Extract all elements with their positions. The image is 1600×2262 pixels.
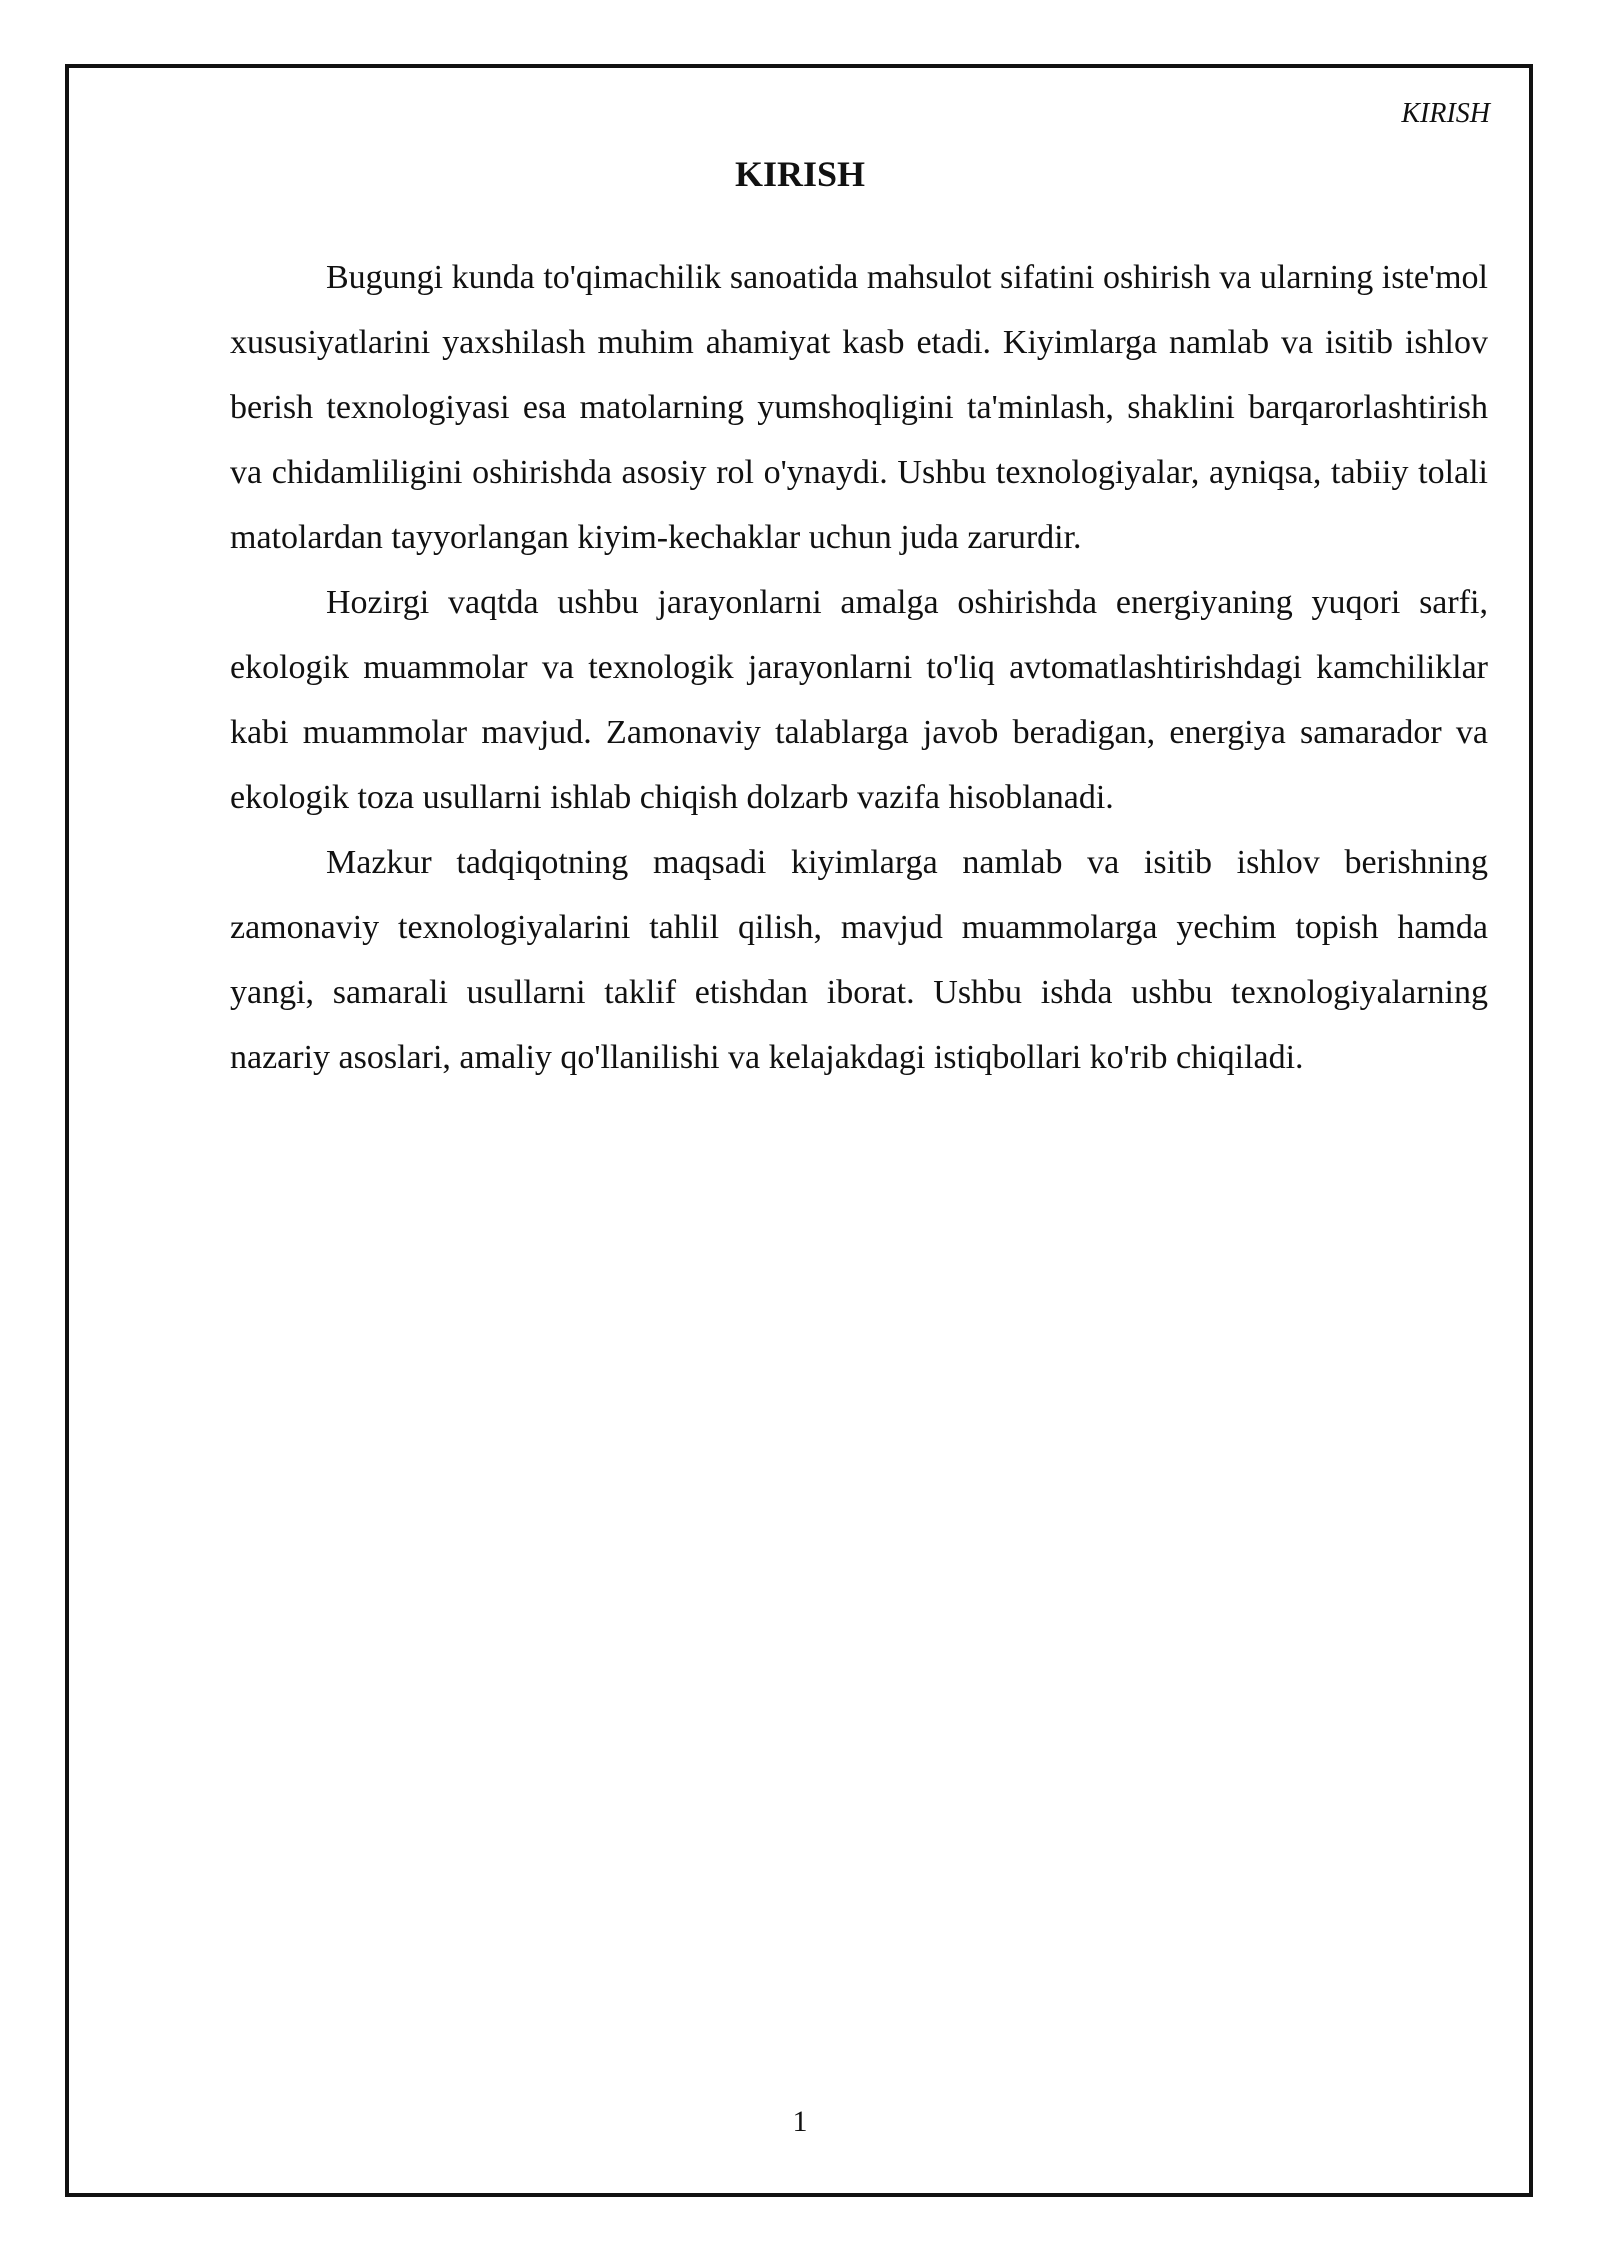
document-body xyxy=(230,245,1488,1090)
document-title: KIRISH xyxy=(734,154,866,194)
running-header: KIRISH xyxy=(1401,98,1490,129)
paragraph-1: Bugungi kunda to'qimachilik sanoatida mahsulot sifatini oshirish va ularning iste'mol xususiyatlarini yaxshilash muhim ahamiyat kasb etadi. Kiyimlarga namlab va isitib ishlov berish texnologiyasi esa matolarning yumshoqligini ta'minlash, shaklini barqarorlashtirish va chidamliligini oshirishda asosiy rol o'ynaydi. Ushbu texnologiyalar, ayniqsa, tabiiy tolali matolardan tayyorlangan kiyim-kechaklar uchun juda zarurdir. xyxy=(230,259,1488,556)
paragraph-2: Hozirgi vaqtda ushbu jarayonlarni amalga oshirishda energiyaning yuqori sarfi, ekologik muammolar va texnologik jarayonlarni to'liq avtomatlashtirishdagi kamchiliklar kabi muammolar mavjud. Zamonaviy talablarga javob beradigan, energiya samarador va ekologik toza usullarni ishlab chiqish dolzarb vazifa hisoblanadi. xyxy=(230,584,1488,816)
paragraph-3: Mazkur tadqiqotning maqsadi kiyimlarga namlab va isitib ishlov berishning zamonaviy texnologiyalarini tahlil qilish, mavjud muammolarga yechim topish hamda yangi, samarali usullarni taklif etishdan iborat. Ushbu ishda ushbu texnologiyalarning nazariy asoslari, amaliy qo'llanilishi va kelajakdagi istiqbollari ko'rib chiqiladi. xyxy=(230,844,1488,1076)
page-number: 1 xyxy=(792,2105,808,2138)
